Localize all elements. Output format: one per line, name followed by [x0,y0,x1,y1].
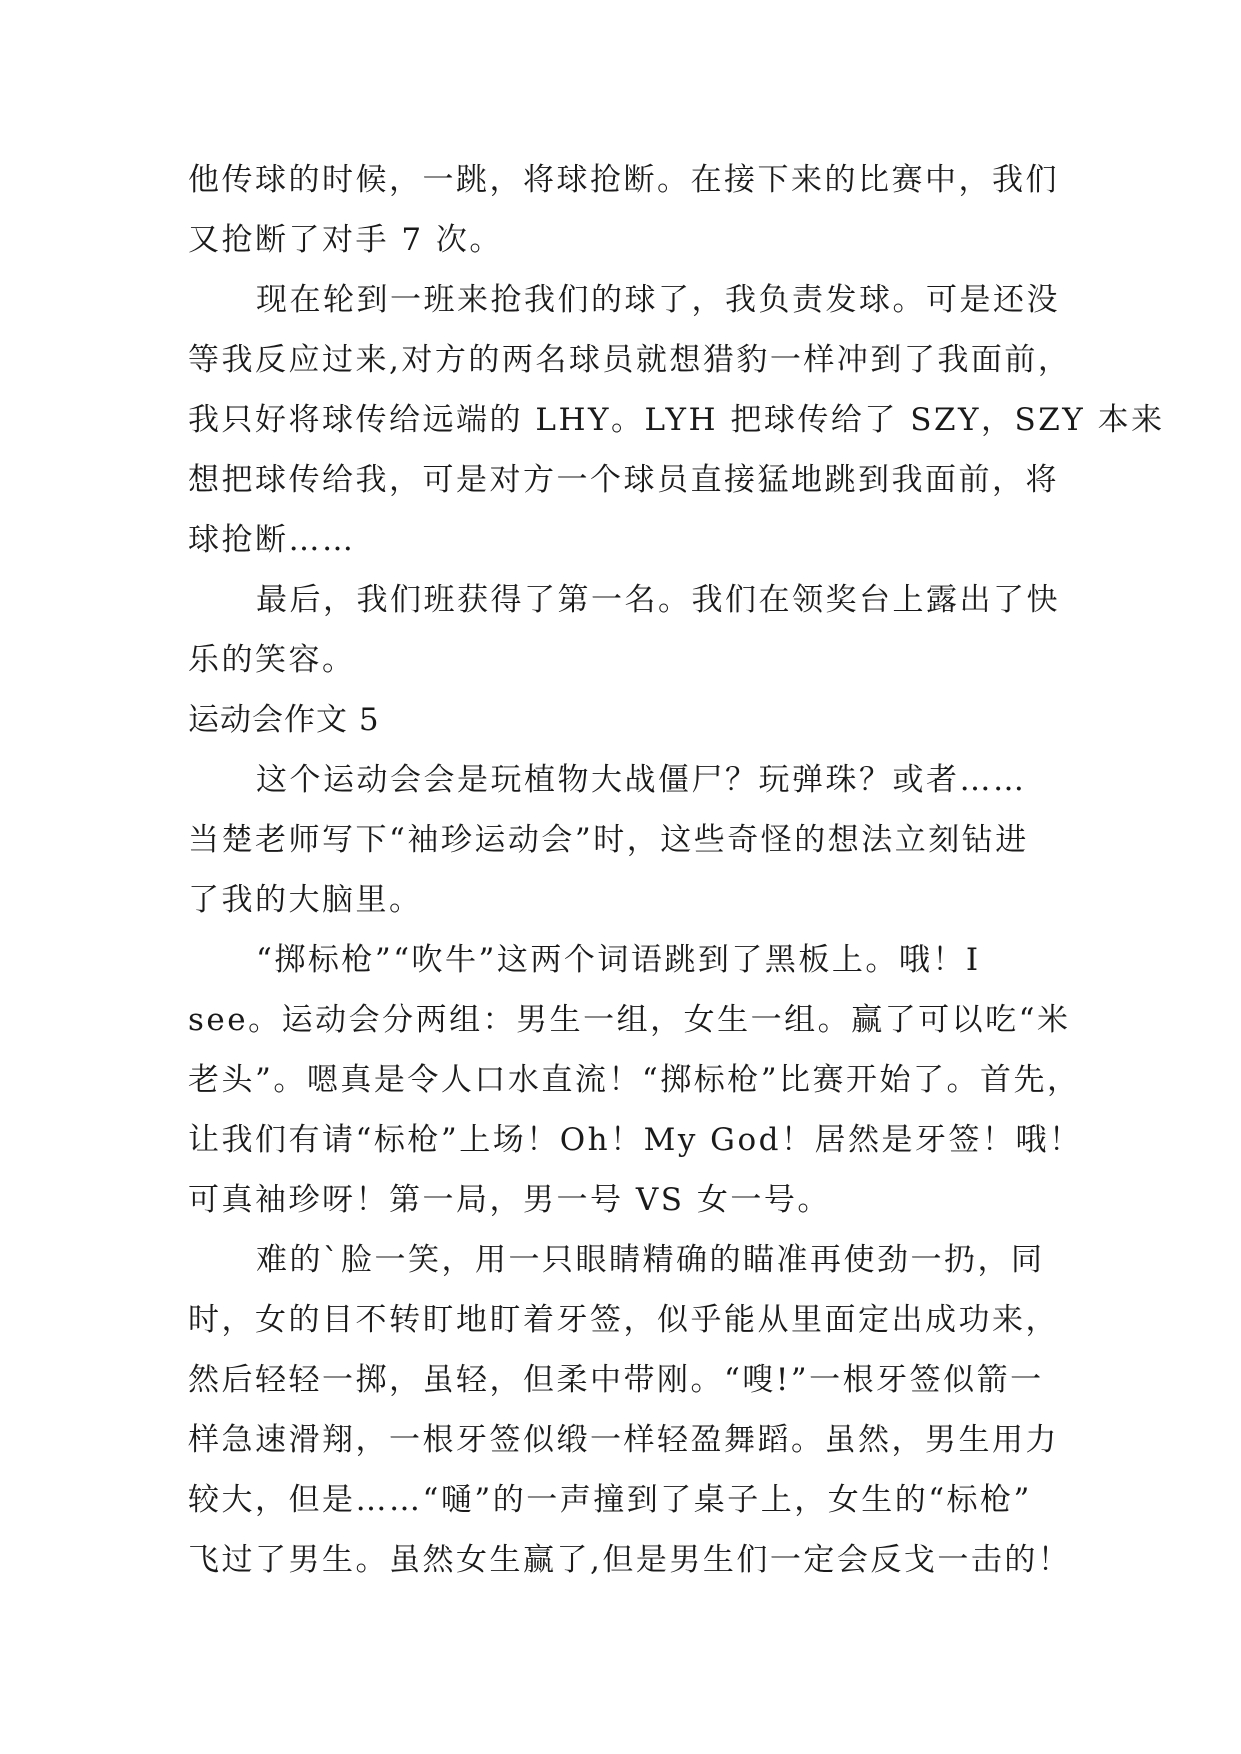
text-line: 乐的笑容。 [188,642,356,678]
text-line: 这个运动会会是玩植物大战僵尸？玩弹珠？或者…… [256,762,1027,798]
text-line: 球抢断…… [188,522,356,558]
text-line: 然后轻轻一掷，虽轻，但柔中带刚。“嗖!”一根牙签似箭一 [188,1362,1044,1398]
paragraph [188,150,1068,270]
paragraph [188,570,1068,690]
text-line: 最后，我们班获得了第一名。我们在领奖台上露出了快 [256,582,1060,618]
text-line: “掷标枪”“吹牛”这两个词语跳到了黑板上。哦！I [256,942,981,978]
text-line: 他传球的时候，一跳，将球抢断。在接下来的比赛中，我们 [188,162,1059,198]
text-line: 飞过了男生。虽然女生赢了,但是男生们一定会反戈一击的！ [188,1542,1072,1578]
text-line: 让我们有请“标枪”上场！Oh！My God！居然是牙签！哦！ [188,1122,1083,1158]
text-line: 时，女的目不转盯地盯着牙签，似乎能从里面定出成功来， [188,1302,1059,1338]
section-title: 运动会作文 5 [188,702,380,738]
paragraph [188,1230,1072,1590]
text-line: 想把球传给我，可是对方一个球员直接猛地跳到我面前，将 [188,462,1059,498]
text-line: 样急速滑翔，一根牙签似缎一样轻盈舞蹈。虽然，男生用力 [188,1422,1059,1458]
text-line: 难的`脸一笑，用一只眼睛精确的瞄准再使劲一扔，同 [256,1242,1045,1278]
text-line: 等我反应过来,对方的两名球员就想猎豹一样冲到了我面前， [188,342,1072,378]
text-line: see。运动会分两组：男生一组，女生一组。赢了可以吃“米 [188,1002,1071,1038]
text-line: 老头”。嗯真是令人口水直流！“掷标枪”比赛开始了。首先， [188,1062,1081,1098]
text-line: 较大，但是……“嗵”的一声撞到了桌子上，女生的“标枪” [188,1482,1032,1518]
paragraph [188,750,1068,930]
document-page [188,150,1165,1590]
paragraph [188,270,1165,570]
text-line: 了我的大脑里。 [188,882,423,918]
text-line: 可真袖珍呀！第一局，男一号 VS 女一号。 [188,1182,831,1218]
text-line: 又抢断了对手 7 次。 [188,222,503,258]
text-line: 现在轮到一班来抢我们的球了，我负责发球。可是还没 [256,282,1060,318]
paragraph [188,930,1083,1230]
text-line: 我只好将球传给远端的 LHY。LYH 把球传给了 SZY，SZY 本来 [188,402,1165,438]
text-line: 当楚老师写下“袖珍运动会”时，这些奇怪的想法立刻钻进 [188,822,1029,858]
